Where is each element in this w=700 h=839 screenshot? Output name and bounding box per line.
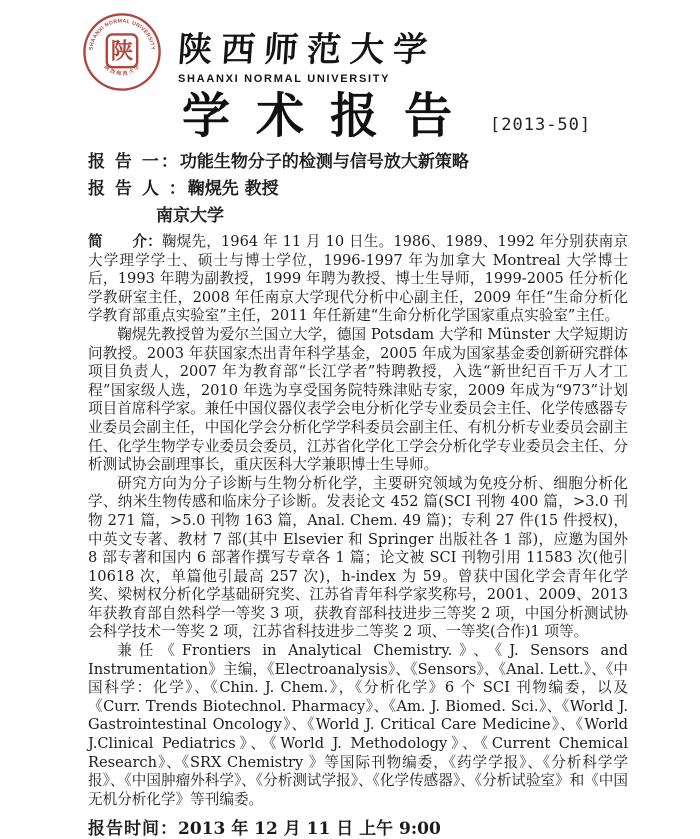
university-name-english: SHAANXI NORMAL UNIVERSITY xyxy=(178,72,391,85)
seal-ring-bottom-text: 陕 西 师 范 大 学 xyxy=(102,64,142,78)
university-name-block xyxy=(178,19,436,85)
content-column xyxy=(88,149,628,839)
bio-paragraph-4: 兼任《Frontiers in Analytical Chemistry.》、《J. Sensors and Instrumentation》主编，《Electroanalysis》、《Sensors》、《Anal. Lett.》、《中国科学：化学》、《Chin. J. Chem.》，《分析化学》6 个 SCI 刊物编委，以及《Curr. Trends Biotechnol. Pharmacy》、《Am. J. Biomed. Sci.》、《World J. Gastrointestinal Oncology》、《World J. Critical Care Medicine》、《World J.Clinical Pediatrics》、《World J. Methodology》、《Current Chemical Research》、《SRX Chemistry 》等国际刊物编委，《药学学报》、《分析科学学报》、《中国肿瘤外科学》、《分析测试学报》、《化学传感器》、《分析试验室》和《中国无机分析化学》等刊编委。 xyxy=(88,642,628,808)
report-time-line xyxy=(88,814,628,839)
bio-paragraph-1 xyxy=(88,233,628,326)
seal-center-character: 陕 xyxy=(110,38,134,65)
biography-section xyxy=(88,233,628,809)
report-speaker-label: 报 告 人 ： xyxy=(88,179,188,199)
page-title: 学术报告 xyxy=(182,88,479,144)
bio-paragraph-1-text: 鞠熀先，1964 年 11 月 10 日生。1986、1989、1992 年分别获南京大学理学学士、硕士与博士学位，1996-1997 年为加拿大 Montreal 大学博士后，1993 年聘为副教授，1999 年聘为教授、博士生导师，1999-2005 任分析化学教研室主任，2008 年任南京大学现代分析中心副主任，2009 年任“生命分析化学教育部重点实验室”主任，2011 年任新建“生命分析化学国家重点实验室”主任。 xyxy=(88,233,628,325)
report-title-row xyxy=(182,90,591,143)
report-speaker-line xyxy=(88,176,628,203)
report-speaker: 鞠熀先 教授 xyxy=(187,179,279,199)
bio-intro-label: 简 介： xyxy=(88,233,162,250)
report-number: [2013-50] xyxy=(490,114,592,135)
report-topic: 功能生物分子的检测与信号放大新策略 xyxy=(179,152,469,172)
university-name-chinese: 陕西师范大学 xyxy=(176,30,438,71)
report-time-label: 报告时间： xyxy=(88,819,178,839)
speaker-affiliation: 南京大学 xyxy=(156,206,224,226)
report-time: 2013 年 12 月 11 日 上午 9:00 xyxy=(178,819,441,839)
university-seal-icon xyxy=(82,12,162,92)
bio-paragraph-3: 研究方向为分子诊断与生物分析化学，主要研究领域为免疫分析、细胞分析化学、纳米生物传感和临床分子诊断。发表论文 452 篇(SCI 刊物 400 篇，>3.0 刊物 271 篇，>5.0 刊物 163 篇，Anal. Chem. 49 篇)；专利 27 件(15 件授权)，中英文专著、教材 7 部(其中 Elsevier 和 Springer 出版社各 1 部)，应邀为国外 8 部专著和国内 6 部著作撰写专章各 1 篇；论文被 SCI 刊物引用 11583 次(他引 10618 次，单篇他引最高 257 次)，h-index 为 59。曾获中国化学会青年化学奖、梁树权分析化学基础研究奖、江苏省青年科学家奖称号，2001、2009、2013 年获教育部自然科学一等奖 3 项，获教育部科技进步三等奖 2 项，中国分析测试协会科学技术一等奖 2 项，江苏省科技进步二等奖 2 项、一等奖(合作)1 项等。 xyxy=(88,474,628,641)
bio-paragraph-2: 鞠熀先教授曾为爱尔兰国立大学，德国 Potsdam 大学和 Münster 大学短期访问教授。2003 年获国家杰出青年科学基金，2005 年成为国家基金委创新研究群体项目负责人，2007 年为教育部“长江学者”特聘教授，入选“新世纪百千万人才工程”国家级人选，2010 年选为享受国务院特殊津贴专家，2009 年成为“973”计划项目首席科学家。兼任中国仪器仪表学会电分析化学专业委员会主任、化学传感器专业委员会副主任，中国化学会分析化学学科委员会副主任、有机分析专业委员会副主任、化学生物学专业委员会委员，江苏省化学化工学会分析化学专业委员会主任、分析测试协会副理事长，重庆医科大学兼职博士生导师。 xyxy=(88,325,628,474)
report-topic-line xyxy=(88,149,628,176)
report-topic-label: 报 告 一： xyxy=(88,152,180,172)
university-header xyxy=(82,12,436,92)
seal-ring-top-text: SHAANXI NORMAL UNIVERSITY xyxy=(88,18,156,51)
